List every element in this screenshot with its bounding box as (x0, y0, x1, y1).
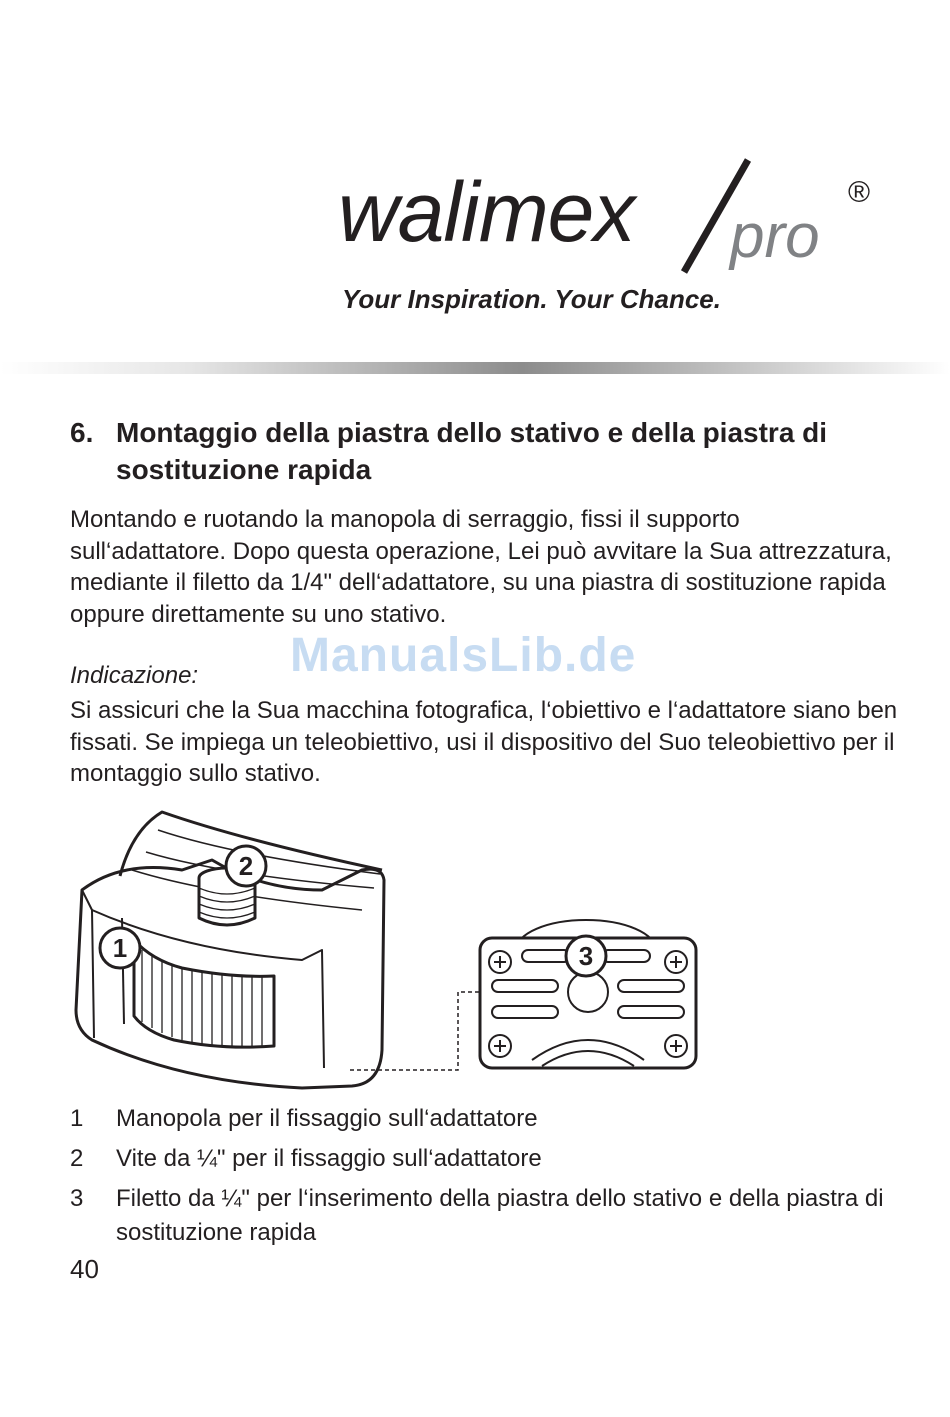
callout-2 (226, 846, 266, 886)
page-number: 40 (70, 1254, 99, 1284)
watermark: ManualsLib.de (290, 629, 637, 682)
brand-tagline: Your Inspiration. Your Chance. (342, 284, 721, 314)
clamping-knob (134, 940, 274, 1047)
logo-brand-text: walimex (338, 165, 635, 259)
legend-number: 3 (70, 1185, 84, 1212)
note-label: Indicazione: (70, 662, 199, 689)
legend-text: Manopola per il fissaggio sull‘adattatore (116, 1105, 538, 1132)
header-divider (0, 362, 950, 374)
adapter-illustration (62, 800, 712, 1100)
callout-2-label: 2 (238, 851, 254, 881)
parts-legend (70, 1102, 890, 1256)
section-title: Montaggio della piastra dello stativo e della piastra di sostituzione rapida (116, 417, 828, 485)
callout-3 (566, 936, 606, 976)
legend-number: 1 (70, 1105, 84, 1132)
logo-pro-text: pro (730, 202, 820, 271)
legend-text: Vite da ¼" per il fissaggio sull‘adattatore (116, 1145, 542, 1172)
callout-3-label: 3 (578, 941, 594, 971)
note-text: Si assicuri che la Sua macchina fotografica, l‘obiettivo e l‘adattatore siano ben fissati. Se impiega un teleobiettivo, usi il dispositivo del Suo teleobiettivo per il montaggio sullo stativo. (70, 697, 898, 787)
body-paragraph: Montando e ruotando la manopola di serraggio, fissi il supporto sull‘adattatore. Dopo questa operazione, Lei può avvitare la Sua attrezzatura, mediante il filetto da 1/4" dell‘adattatore, su una piastra di sostituzione rapida oppure direttamente su uno stativo. (70, 506, 892, 628)
legend-item (70, 1182, 890, 1250)
legend-item (70, 1142, 890, 1176)
callout-1-label: 1 (112, 933, 128, 963)
registered-mark: ® (848, 176, 871, 209)
section-number: 6. (70, 417, 94, 448)
callout-1 (100, 928, 140, 968)
legend-item (70, 1102, 890, 1136)
legend-number: 2 (70, 1145, 84, 1172)
section-heading (70, 414, 890, 488)
legend-text: Filetto da ¼" per l‘inserimento della piastra dello stativo e della piastra di sostituzione rapida (116, 1185, 884, 1246)
walimex-pro-logo (330, 150, 890, 280)
